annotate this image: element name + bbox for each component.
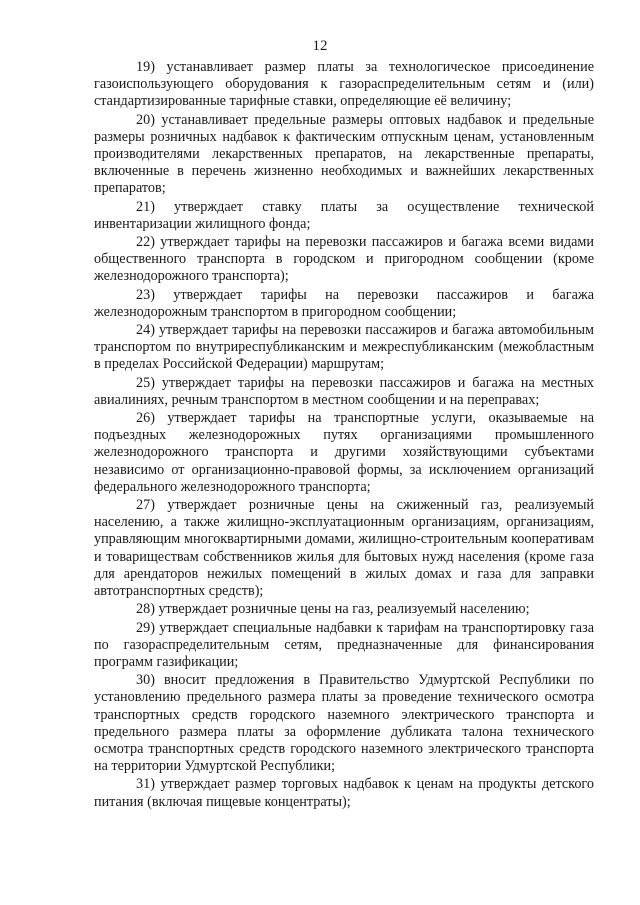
paragraph-24: 24) утверждает тарифы на перевозки пассажиров и багажа автомобильным транспортом по внутриреспубликанским и межреспубликанским (межобластным в пределах Российской Федерации) маршрутам;: [94, 322, 594, 373]
paragraph-20: 20) устанавливает предельные размеры оптовых надбавок и предельные размеры розничных надбавок к фактическим отпускным ценам, установленным производителями лекарственных препаратов, на лекарственные препараты, включенные в перечень жизненно необходимых и важнейших лекарственных препаратов;: [94, 111, 594, 197]
paragraph-31: 31) утверждает размер торговых надбавок к ценам на продукты детского питания (включая пищевые концентраты);: [94, 776, 594, 810]
paragraph-19: 19) устанавливает размер платы за технологическое присоединение газоиспользующего оборудования к газораспределительным сетям и (или) стандартизированные тарифные ставки, определяющие её величину;: [94, 59, 594, 110]
paragraph-25: 25) утверждает тарифы на перевозки пассажиров и багажа на местных авиалиниях, речным транспортом в местном сообщении и на переправах;: [94, 374, 594, 408]
paragraph-29: 29) утверждает специальные надбавки к тарифам на транспортировку газа по газораспределительным сетям, предназначенные для финансирования программ газификации;: [94, 619, 594, 670]
paragraph-23: 23) утверждает тарифы на перевозки пассажиров и багажа железнодорожным транспортом в пригородном сообщении;: [94, 286, 594, 320]
paragraph-28: 28) утверждает розничные цены на газ, реализуемый населению;: [136, 601, 530, 618]
paragraph-27: 27) утверждает розничные цены на сжиженный газ, реализуемый населению, а также жилищно-эксплуатационным организациям, организациям, управляющим многоквартирными домами, жилищно-строительным кооперативам и товариществам собственников жилья для бытовых нужд населения (кроме газа для арендаторов нежилых помещений в жилых домах и газа для заправки автотранспортных средств);: [94, 497, 594, 600]
page-number: 12: [312, 38, 328, 54]
paragraph-30: 30) вносит предложения в Правительство Удмуртской Республики по установлению предельного размера платы за проведение технического осмотра транспортных средств городского наземного электрического транспорта и предельного размера платы за оформление дубликата талона технического осмотра транспортных средств городского наземного электрического транспорта на территории Удмуртской Республики;: [94, 672, 594, 775]
paragraph-22: 22) утверждает тарифы на перевозки пассажиров и багажа всеми видами общественного транспорта в городском и пригородном сообщении (кроме железнодорожного транспорта);: [94, 234, 594, 285]
document-body: [94, 59, 594, 812]
paragraph-26: 26) утверждает тарифы на транспортные услуги, оказываемые на подъездных железнодорожных путях организациями промышленного железнодорожного транспорта и другими хозяйствующими субъектами независимо от организационно-правовой формы, за исключением организаций федерального железнодорожного транспорта;: [94, 410, 594, 495]
paragraph-21: 21) утверждает ставку платы за осуществление технической инвентаризации жилищного фонда;: [94, 198, 594, 232]
